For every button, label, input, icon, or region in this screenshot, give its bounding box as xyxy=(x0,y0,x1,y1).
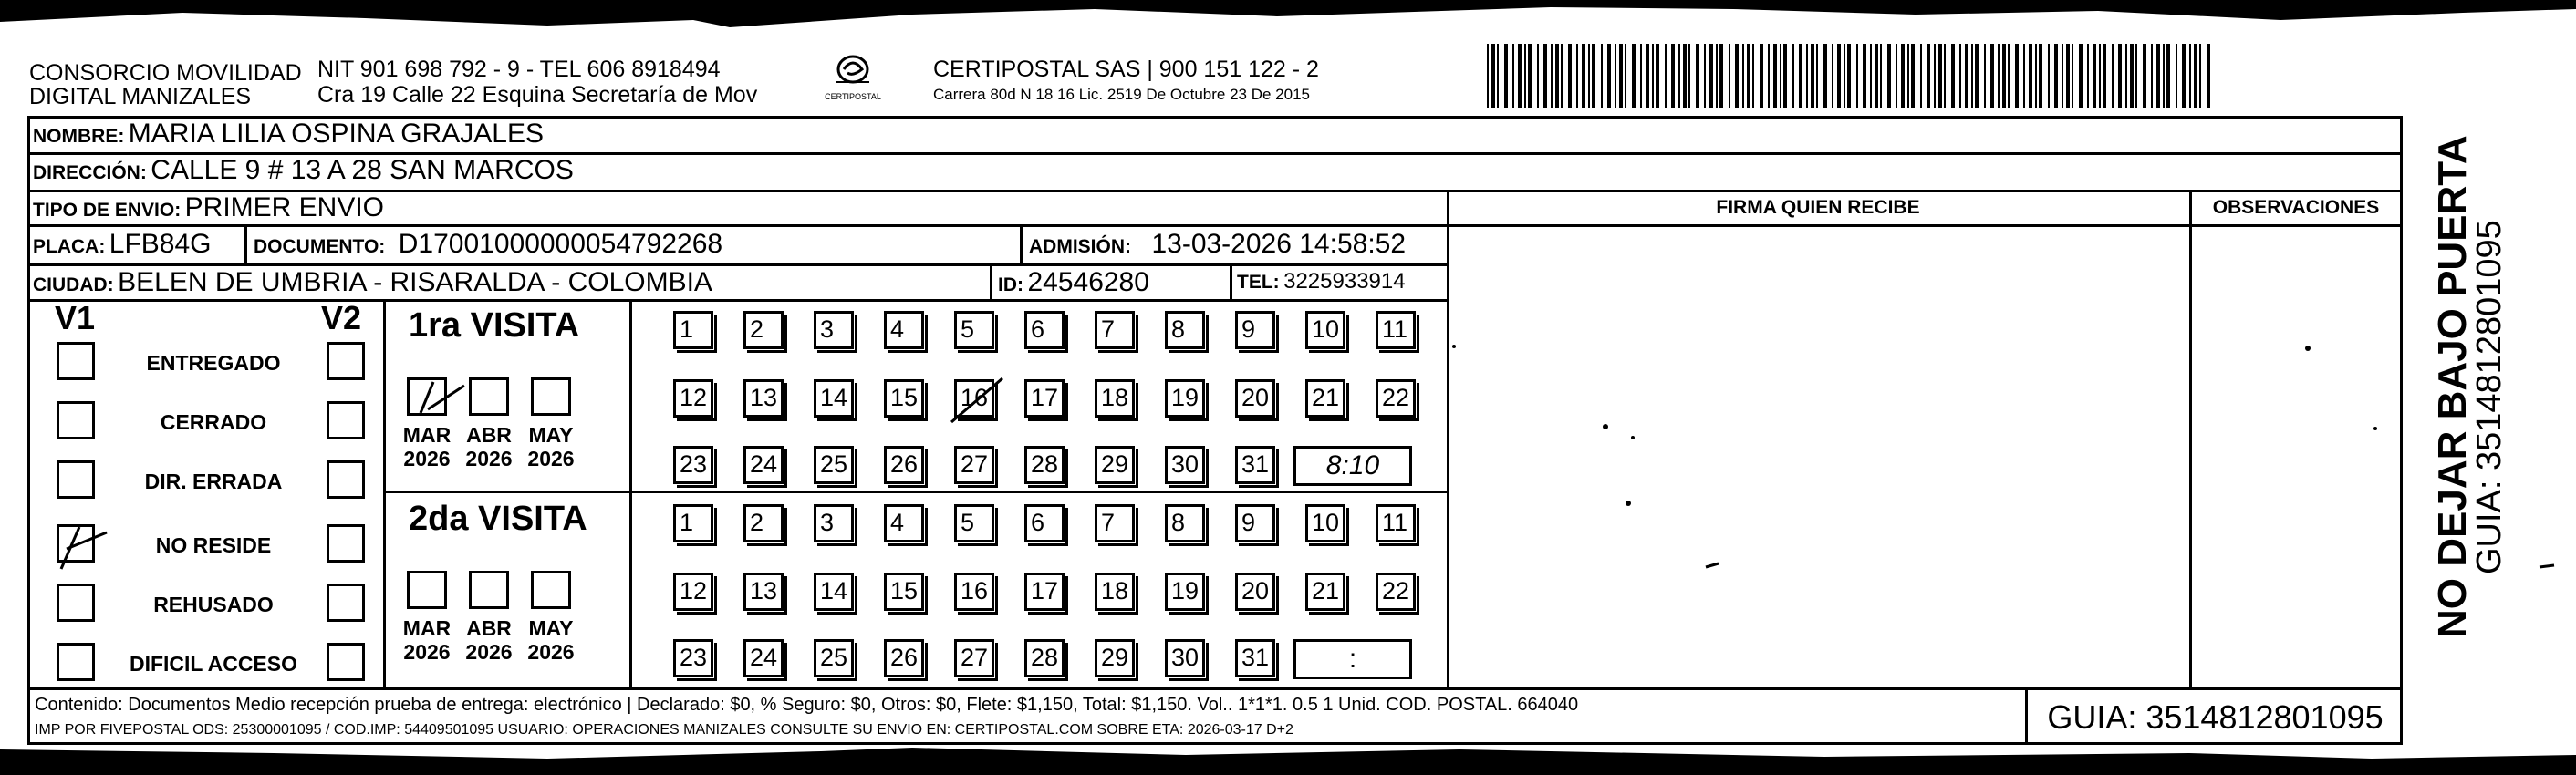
visit-title-2: 2da VISITA xyxy=(409,500,587,538)
placa-field xyxy=(33,229,212,260)
visit2-day-19[interactable]: 19 xyxy=(1165,573,1205,611)
torn-top-edge xyxy=(0,0,2576,36)
company-name-line1: CONSORCIO MOVILIDAD xyxy=(29,60,302,86)
visit1-day-11[interactable]: 11 xyxy=(1376,311,1416,349)
visit2-day-7[interactable]: 7 xyxy=(1095,504,1135,542)
visit2-day-3[interactable]: 3 xyxy=(814,504,854,542)
month-year: 2026 xyxy=(527,640,575,664)
visit2-day-26[interactable]: 26 xyxy=(884,639,924,677)
id-value: 24546280 xyxy=(1027,267,1149,297)
company-name-line2: DIGITAL MANIZALES xyxy=(29,84,252,109)
visit2-month-label-may xyxy=(522,616,580,664)
visit2-day-14[interactable]: 14 xyxy=(814,573,854,611)
visit1-day-3[interactable]: 3 xyxy=(814,311,854,349)
tipo-envio-label: TIPO DE ENVIO: xyxy=(33,200,182,221)
status-label-entregado: ENTREGADO xyxy=(146,351,281,375)
visit2-day-25[interactable]: 25 xyxy=(814,639,854,677)
nombre-field xyxy=(33,119,544,150)
visit1-day-4[interactable]: 4 xyxy=(884,311,924,349)
visit2-day-22[interactable]: 22 xyxy=(1376,573,1416,611)
visit2-day-30[interactable]: 30 xyxy=(1165,639,1205,677)
footer-guia: GUIA: 3514812801095 xyxy=(2047,698,2384,736)
check-mark-icon xyxy=(54,522,109,576)
ciudad-field xyxy=(33,267,712,298)
certipostal-address: Carrera 80d N 18 16 Lic. 2519 De Octubre 23 De 2015 xyxy=(933,86,1310,103)
month-name: ABR xyxy=(466,616,512,640)
visit2-day-10[interactable]: 10 xyxy=(1305,504,1345,542)
no-dejar-bajo-puerta-notice: NO DEJAR BAJO PUERTA xyxy=(2430,135,2475,638)
ciudad-label: CIUDAD: xyxy=(33,274,114,295)
v2-checkbox-entregado[interactable] xyxy=(327,342,365,380)
visit2-day-18[interactable]: 18 xyxy=(1095,573,1135,611)
footer-contenido: Contenido: Documentos Medio recepción prueba de entrega: electrónico | Declarado: $0, % Seguro: $0, Otros: $0, Flete: $1,150, Total: $1,150. Vol.. 1*1*1. 0.5 1 Unid. COD. POSTAL. 664040 xyxy=(35,695,1579,715)
visit1-day-13[interactable]: 13 xyxy=(743,379,784,418)
v2-checkbox-rehusado[interactable] xyxy=(327,584,365,622)
visit2-time-field[interactable]: : xyxy=(1293,639,1412,679)
visit-title-1: 1ra VISITA xyxy=(409,306,580,345)
visit1-day-22[interactable]: 22 xyxy=(1376,379,1416,418)
address-line: Cra 19 Calle 22 Esquina Secretaría de Mov xyxy=(317,82,758,108)
visit1-day-24[interactable]: 24 xyxy=(743,446,784,484)
visit1-day-10[interactable]: 10 xyxy=(1305,311,1345,349)
status-label-rehusado: REHUSADO xyxy=(153,593,274,616)
visit1-month-box-mar[interactable] xyxy=(407,377,447,416)
visit1-month-box-abr[interactable] xyxy=(469,377,509,416)
visit2-day-21[interactable]: 21 xyxy=(1305,573,1345,611)
visit1-day-31[interactable]: 31 xyxy=(1235,446,1275,484)
certipostal-nit: CERTIPOSTAL SAS | 900 151 122 - 2 xyxy=(933,57,1319,82)
v1-checkbox-rehusado[interactable] xyxy=(57,584,95,622)
visit2-day-5[interactable]: 5 xyxy=(954,504,994,542)
v2-checkbox-no-reside[interactable] xyxy=(327,524,365,563)
month-name: ABR xyxy=(466,423,512,447)
month-name: MAR xyxy=(402,616,452,640)
month-name: MAY xyxy=(528,423,574,447)
v1-checkbox-cerrado[interactable] xyxy=(57,401,95,439)
v1-checkbox-dificil-acceso[interactable] xyxy=(57,643,95,681)
visit2-day-27[interactable]: 27 xyxy=(954,639,994,677)
status-label-dir-errada: DIR. ERRADA xyxy=(144,470,283,493)
documento-label: DOCUMENTO: xyxy=(254,236,386,257)
visit1-time-field[interactable]: 8:10 xyxy=(1293,446,1412,486)
certipostal-logo xyxy=(816,49,889,108)
visit1-day-1[interactable]: 1 xyxy=(673,311,713,349)
visit1-day-25[interactable]: 25 xyxy=(814,446,854,484)
v2-checkbox-dir-errada[interactable] xyxy=(327,460,365,499)
visit2-day-24[interactable]: 24 xyxy=(743,639,784,677)
visit2-day-20[interactable]: 20 xyxy=(1235,573,1275,611)
placa-label: PLACA: xyxy=(33,236,106,257)
visit1-day-8[interactable]: 8 xyxy=(1165,311,1205,349)
documento-field xyxy=(254,229,722,260)
visit2-day-4[interactable]: 4 xyxy=(884,504,924,542)
visit1-day-14[interactable]: 14 xyxy=(814,379,854,418)
visit1-day-15[interactable]: 15 xyxy=(884,379,924,418)
v1-checkbox-no-reside[interactable] xyxy=(57,524,95,563)
status-label-dificil-acceso: DIFICIL ACCESO xyxy=(129,652,297,676)
placa-value: LFB84G xyxy=(109,229,212,259)
visit2-day-29[interactable]: 29 xyxy=(1095,639,1135,677)
visit1-day-5[interactable]: 5 xyxy=(954,311,994,349)
visit1-day-26[interactable]: 26 xyxy=(884,446,924,484)
v1-checkbox-dir-errada[interactable] xyxy=(57,460,95,499)
visit2-month-box-abr[interactable] xyxy=(469,571,509,609)
tel-field xyxy=(1237,269,1406,294)
visit1-month-label-mar xyxy=(398,423,456,470)
visit2-day-6[interactable]: 6 xyxy=(1024,504,1065,542)
visit2-day-8[interactable]: 8 xyxy=(1165,504,1205,542)
visit1-day-2[interactable]: 2 xyxy=(743,311,784,349)
visit1-day-6[interactable]: 6 xyxy=(1024,311,1065,349)
nombre-label: NOMBRE: xyxy=(33,126,125,147)
visit2-day-1[interactable]: 1 xyxy=(673,504,713,542)
month-year: 2026 xyxy=(465,447,513,470)
visit1-day-18[interactable]: 18 xyxy=(1095,379,1135,418)
direccion-label: DIRECCIÓN: xyxy=(33,162,147,183)
visit2-month-label-abr xyxy=(460,616,518,664)
visit2-month-box-mar[interactable] xyxy=(407,571,447,609)
visit2-day-2[interactable]: 2 xyxy=(743,504,784,542)
ciudad-value: BELEN DE UMBRIA - RISARALDA - COLOMBIA xyxy=(118,267,712,297)
check-mark-icon xyxy=(946,373,1010,428)
direccion-value: CALLE 9 # 13 A 28 SAN MARCOS xyxy=(151,155,574,185)
admision-field xyxy=(1029,229,1406,260)
v2-checkbox-dificil-acceso[interactable] xyxy=(327,643,365,681)
visit1-day-23[interactable]: 23 xyxy=(673,446,713,484)
admision-value: 13-03-2026 14:58:52 xyxy=(1151,229,1407,259)
visit1-day-28[interactable]: 28 xyxy=(1024,446,1065,484)
month-year: 2026 xyxy=(527,447,575,470)
tipo-envio-field xyxy=(33,192,384,223)
visit1-day-20[interactable]: 20 xyxy=(1235,379,1275,418)
nit-line: NIT 901 698 792 - 9 - TEL 606 8918494 xyxy=(317,57,721,82)
tipo-envio-value: PRIMER ENVIO xyxy=(184,192,385,222)
v1-label: V1 xyxy=(55,299,96,336)
visit1-day-19[interactable]: 19 xyxy=(1165,379,1205,418)
visit2-month-label-mar xyxy=(398,616,456,664)
v2-label: V2 xyxy=(321,299,362,336)
visit2-day-15[interactable]: 15 xyxy=(884,573,924,611)
admision-label: ADMISIÓN: xyxy=(1029,236,1131,257)
visit1-day-29[interactable]: 29 xyxy=(1095,446,1135,484)
visit1-day-17[interactable]: 17 xyxy=(1024,379,1065,418)
visit2-day-12[interactable]: 12 xyxy=(673,573,713,611)
footer-imp-line: IMP POR FIVEPOSTAL ODS: 25300001095 / COD.IMP: 54409501095 USUARIO: OPERACIONES MANIZALES CONSULTE SU ENVIO EN: CERTIPOSTAL.COM SOBRE ETA: 2026-03-17 D+2 xyxy=(35,722,1293,738)
visit1-day-16[interactable]: 16 xyxy=(954,379,994,418)
tel-label: TEL: xyxy=(1237,272,1280,293)
visit2-day-11[interactable]: 11 xyxy=(1376,504,1416,542)
visit2-day-9[interactable]: 9 xyxy=(1235,504,1275,542)
torn-bottom-edge xyxy=(0,740,2576,775)
month-year: 2026 xyxy=(403,640,451,664)
visit2-day-17[interactable]: 17 xyxy=(1024,573,1065,611)
visit1-day-27[interactable]: 27 xyxy=(954,446,994,484)
documento-value: D17001000000054792268 xyxy=(398,229,723,259)
visit1-month-label-may xyxy=(522,423,580,470)
month-year: 2026 xyxy=(465,640,513,664)
certipostal-logo-icon xyxy=(816,49,889,93)
status-label-cerrado: CERRADO xyxy=(160,410,267,434)
id-field xyxy=(998,267,1149,298)
visit1-day-9[interactable]: 9 xyxy=(1235,311,1275,349)
visit1-day-7[interactable]: 7 xyxy=(1095,311,1135,349)
visit2-day-28[interactable]: 28 xyxy=(1024,639,1065,677)
direccion-field xyxy=(33,155,574,186)
month-name: MAY xyxy=(528,616,574,640)
firma-quien-recibe-label: FIRMA QUIEN RECIBE xyxy=(1716,197,1920,218)
nombre-value: MARIA LILIA OSPINA GRAJALES xyxy=(128,119,544,149)
tel-value: 3225933914 xyxy=(1283,269,1406,294)
visit2-day-16[interactable]: 16 xyxy=(954,573,994,611)
visit2-month-box-may[interactable] xyxy=(531,571,571,609)
month-name: MAR xyxy=(402,423,452,447)
side-guia: GUIA: 3514812801095 xyxy=(2470,220,2508,574)
visit1-day-21[interactable]: 21 xyxy=(1305,379,1345,418)
barcode-icon xyxy=(1487,44,2217,108)
visit1-day-30[interactable]: 30 xyxy=(1165,446,1205,484)
v2-checkbox-cerrado[interactable] xyxy=(327,401,365,439)
observaciones-label: OBSERVACIONES xyxy=(2212,197,2380,218)
visit2-day-31[interactable]: 31 xyxy=(1235,639,1275,677)
status-label-no-reside: NO RESIDE xyxy=(155,533,272,557)
id-label: ID: xyxy=(998,274,1023,295)
month-year: 2026 xyxy=(403,447,451,470)
v1-checkbox-entregado[interactable] xyxy=(57,342,95,380)
visit2-day-23[interactable]: 23 xyxy=(673,639,713,677)
logo-text: CERTIPOSTAL xyxy=(825,92,881,101)
visit1-month-box-may[interactable] xyxy=(531,377,571,416)
visit1-month-label-abr xyxy=(460,423,518,470)
visit1-day-12[interactable]: 12 xyxy=(673,379,713,418)
visit2-day-13[interactable]: 13 xyxy=(743,573,784,611)
